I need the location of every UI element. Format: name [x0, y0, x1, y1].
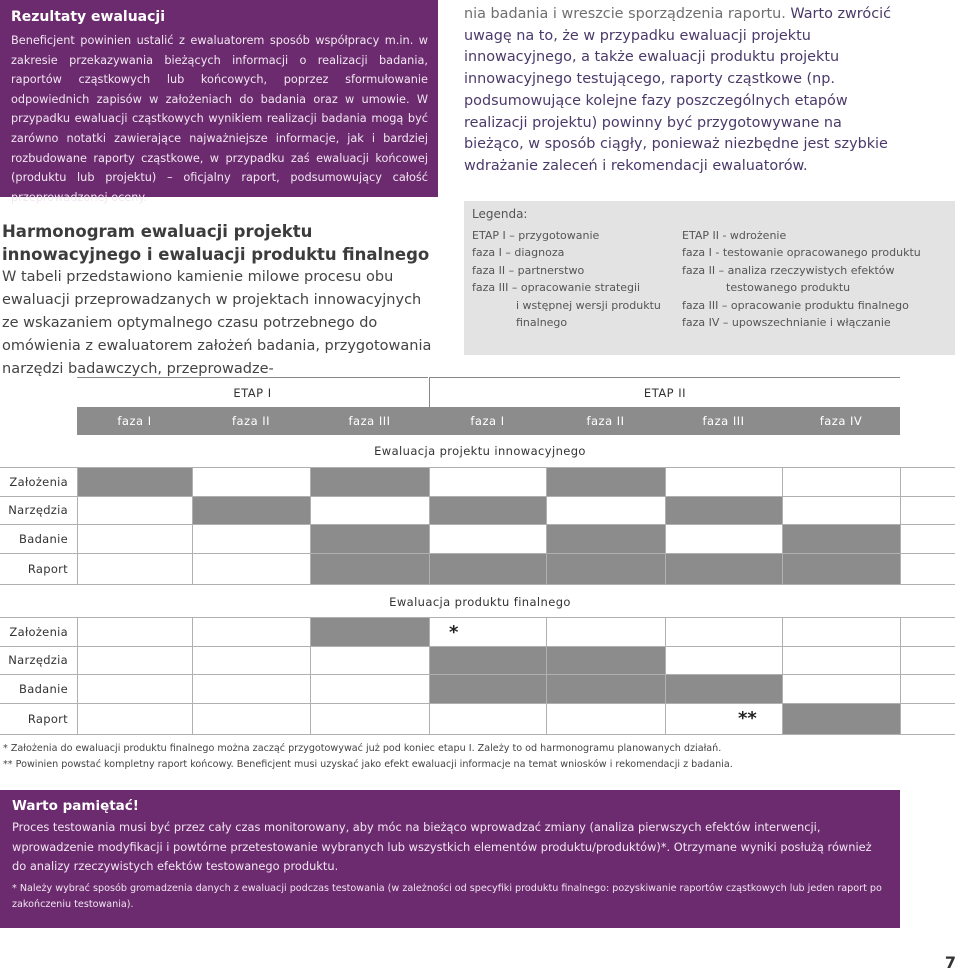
- schedule-cell-s1-r1-c3: [310, 467, 429, 496]
- legend-item: faza II – partnerstwo: [472, 263, 585, 277]
- legend-title: Legenda:: [472, 207, 528, 221]
- row-label: Raport: [27, 561, 68, 576]
- phase-header-4: faza I: [429, 407, 546, 435]
- remember-note: * Należy wybrać sposób gromadzenia danych z ewaluacji podczas testowania (w zależności od specyfiki produktu finalnego: pozyskiwanie raportów cząstkowych lub jeden raport po zakończeniu testowania).: [12, 882, 882, 910]
- legend-item: ETAP I – przygotowanie: [472, 229, 600, 242]
- row-label: Narzędzia: [8, 653, 68, 667]
- legend-item: finalnego: [516, 316, 568, 330]
- schedule-cell-s1-r4-c7: [782, 553, 900, 584]
- row-label: Badanie: [19, 681, 68, 696]
- grid-line: [0, 496, 955, 497]
- phase-header-3: faza III: [310, 407, 429, 435]
- grid-column-line: [310, 617, 311, 734]
- grid-line: [0, 524, 955, 525]
- legend-item: faza IV – upowszechnianie i włączanie: [682, 316, 891, 330]
- grid-line: [0, 734, 955, 735]
- schedule-cell-s1-r1-c1: [77, 467, 192, 496]
- grid-line: [0, 553, 955, 554]
- phase-header-7: faza IV: [782, 407, 900, 435]
- grid-line: [0, 674, 955, 675]
- grid-column-line: [429, 617, 430, 734]
- schedule-cell-s1-r2-c2: [192, 496, 310, 524]
- schedule-cell-s2-r2-c4: [429, 646, 546, 674]
- footnote-2: ** Powinien powstać kompletny raport końcowy. Beneficjent musi uzyskać jako efekt ewaluacji informacje na temat wniosków i rekomendacji z badania.: [3, 759, 733, 770]
- row-label: Narzędzia: [8, 503, 68, 517]
- footnote-1: * Założenia do ewaluacji produktu finalnego można zacząć przygotowywać już pod koniec etapu I. Zależy to od harmonogramu planowanych działań.: [3, 743, 722, 754]
- schedule-cell-s1-r4-c5: [546, 553, 665, 584]
- page-number: 7: [944, 953, 956, 972]
- schedule-cell-s1-r2-c6: [665, 496, 782, 524]
- schedule-cell-s2-r1-c3: [310, 617, 429, 646]
- grid-column-line: [546, 617, 547, 734]
- legend-column-etap2: [682, 227, 921, 331]
- results-box: [0, 0, 438, 204]
- schedule-cell-s1-r4-c3: [310, 553, 429, 584]
- legend-item: ETAP II - wdrożenie: [682, 229, 787, 242]
- section1-title: Ewaluacja projektu innowacyjnego: [374, 444, 586, 458]
- harmonogram-title: Harmonogram ewaluacji projektu innowacyjnego i ewaluacji produktu finalnego: [2, 222, 430, 264]
- grid-line: [0, 703, 955, 704]
- results-text: Beneficjent powinien ustalić z ewaluatorem sposób współpracy m.in. w zakresie przekazywania bieżących informacji o realizacji badania, raportów cząstkowych lub końcowych, poprzez sformułowanie odpowiednich zapisów w założeniach do badania oraz w umowie. W przypadku ewaluacji cząstkowych wynikiem realizacji badania mogą być zarówno notatki zawierające najważniejsze informacje, jak i bardziej rozbudowane raporty cząstkowe, w przypadku zaś ewaluacji końcowej (produktu lub projektu) – oficjalny raport, podsumowujący całość przeprowadzonej oceny.: [11, 34, 428, 204]
- grid-line: [0, 467, 955, 468]
- row-label: Raport: [27, 711, 68, 726]
- right-paragraph-text: Warto zwrócić uwagę na to, że w przypadku ewaluacji projektu innowacyjnego, a także ewaluacji produktu projektu innowacyjnego testującego, raporty cząstkowe (np. podsumowujące kolejne fazy poszczególnych etapów realizacji projektu) powinny być przygotowywane na bieżąco, w sposób ciągły, ponieważ niezbędne jest szybkie wdrażanie zaleceń i rekomendacji ewaluatorów.: [464, 6, 892, 174]
- remember-title: Warto pamiętać!: [12, 798, 139, 814]
- grid-column-line: [310, 467, 311, 584]
- grid-column-line: [782, 617, 783, 734]
- remember-box: [0, 790, 900, 928]
- phase-header-2: faza II: [192, 407, 310, 435]
- legend-item: testowanego produktu: [726, 281, 851, 295]
- schedule-cell-s1-r3-c7: [782, 524, 900, 553]
- harmonogram-text: W tabeli przedstawiono kamienie milowe procesu obu ewaluacji przeprowadzanych w projektach innowacyjnych ze wskazaniem optymalnego czasu potrzebnego do omówienia z ewaluatorem założeń badania, przygotowania narzędzi badawczych, przeprowadze-: [2, 269, 432, 377]
- section2-title: Ewaluacja produktu finalnego: [389, 595, 571, 609]
- legend-column-etap1: [472, 227, 661, 331]
- schedule-cell-s2-r3-c4: [429, 674, 546, 703]
- etap1-header: ETAP I: [77, 377, 428, 407]
- schedule-cell-s1-r1-c5: [546, 467, 665, 496]
- row-label: Badanie: [19, 531, 68, 546]
- grid-column-line: [665, 467, 666, 584]
- phase-header-1: faza I: [77, 407, 192, 435]
- schedule-cell-s2-r4-c7: [782, 703, 900, 734]
- legend-item: faza I – diagnoza: [472, 246, 565, 260]
- grid-column-line: [546, 467, 547, 584]
- grid-column-line: [192, 467, 193, 584]
- grid-line: [0, 584, 955, 585]
- schedule-cell-s1-r3-c3: [310, 524, 429, 553]
- grid-line: [0, 646, 955, 647]
- row-label: Założenia: [9, 624, 68, 639]
- results-title: Rezultaty ewaluacji: [11, 9, 166, 25]
- schedule-cell-s1-r4-c6: [665, 553, 782, 584]
- phase-header-5: faza II: [546, 407, 665, 435]
- grid-column-line: [77, 617, 78, 734]
- right-paragraph: [464, 4, 904, 178]
- etap2-header: ETAP II: [429, 377, 900, 407]
- star-marker: *: [449, 622, 459, 643]
- remember-text: Proces testowania musi być przez cały czas monitorowany, aby móc na bieżąco wprowadzać zmiany (analiza pierwszych efektów interwencji, wprowadzenie modyfikacji i powtórne przetestowanie wybranych lub wszystkich elementów produktu/produktów)*. Otrzymane wyniki posłużą również do analizy rzeczywistych efektów testowanego produktu.: [12, 820, 872, 873]
- grid-column-line: [429, 467, 430, 584]
- schedule-cell-s1-r2-c4: [429, 496, 546, 524]
- schedule-cell-s1-r3-c5: [546, 524, 665, 553]
- legend-box: [464, 201, 955, 355]
- legend-item: faza I - testowanie opracowanego produktu: [682, 246, 921, 260]
- grid-column-line: [665, 617, 666, 734]
- double-star-marker: **: [738, 708, 757, 729]
- grid-column-line: [77, 467, 78, 584]
- schedule-cell-s1-r4-c4: [429, 553, 546, 584]
- row-label: Założenia: [9, 474, 68, 489]
- schedule-cell-s2-r2-c5: [546, 646, 665, 674]
- phase-header-6: faza III: [665, 407, 782, 435]
- grid-column-line: [900, 617, 901, 734]
- grid-column-line: [782, 467, 783, 584]
- grid-column-line: [192, 617, 193, 734]
- schedule-cell-s2-r3-c5: [546, 674, 665, 703]
- legend-item: i wstępnej wersji produktu: [516, 298, 661, 312]
- schedule-cell-s2-r3-c6: [665, 674, 782, 703]
- grid-column-line: [900, 467, 901, 584]
- grid-line: [0, 617, 955, 618]
- footnotes: [3, 741, 733, 773]
- legend-item: faza III – opracowanie strategii: [472, 281, 641, 295]
- legend-item: faza III – opracowanie produktu finalnego: [682, 298, 909, 312]
- right-paragraph-start: nia badania i wreszcie sporządzenia raportu.: [464, 6, 786, 22]
- legend-item: faza II – analiza rzeczywistych efektów: [682, 263, 895, 277]
